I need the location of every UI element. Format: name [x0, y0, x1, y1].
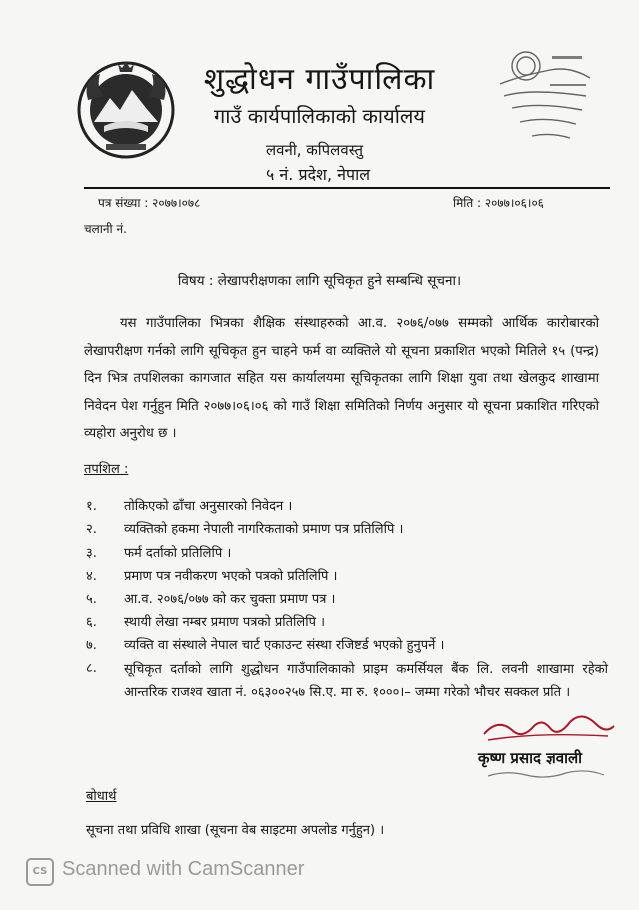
list-item: स्थायी लेखा नम्बर प्रमाण पत्रको प्रतिलिपि । — [124, 615, 326, 630]
office-name: शुद्धोधन गाउँपालिका — [203, 62, 436, 97]
header-divider — [84, 187, 610, 189]
list-item-number: ८. — [86, 661, 97, 676]
list-item: फर्म दर्ताको प्रतिलिपि । — [124, 546, 232, 561]
office-stamp-seal — [490, 44, 602, 156]
list-item-number: २. — [86, 522, 97, 537]
notice-subject: विषय : लेखापरीक्षणका लागि सूचिकृत हुने सम्बन्धि सूचना। — [177, 273, 462, 289]
list-item: तोकिएको ढाँचा अनुसारको निवेदन । — [124, 499, 293, 514]
cc-text: सूचना तथा प्रविधि शाखा (सूचना वेब साइटमा अपलोड गर्नुहुन) । — [86, 823, 385, 838]
list-item: प्रमाण पत्र नवीकरण भएको पत्रको प्रतिलिपि । — [124, 569, 338, 584]
list-item-number: ६. — [86, 615, 97, 630]
office-address: लवनी, कपिलवस्तु — [266, 141, 364, 159]
cc-heading: बोधार्थ — [86, 789, 117, 804]
signatory-name: कृष्ण प्रसाद ज्ञवाली — [478, 749, 583, 767]
list-item: आ.व. २०७६/०७७ को कर चुक्ता प्रमाण पत्र । — [124, 592, 336, 607]
list-item-number: १. — [86, 499, 97, 514]
office-province: ५ नं. प्रदेश, नेपाल — [266, 165, 371, 184]
office-subtitle: गाउँ कार्यपालिकाको कार्यालय — [213, 104, 426, 128]
list-item-number: ४. — [86, 569, 97, 584]
camscanner-icon: CS — [26, 858, 54, 886]
dispatch-number: चलानी नं. — [84, 222, 127, 236]
list-item: व्यक्तिको हकमा नेपाली नागरिकताको प्रमाण पत्र प्रतिलिपि । — [124, 522, 404, 537]
list-item-number: ७. — [86, 638, 97, 653]
handwritten-signature — [478, 712, 618, 748]
signatory-title-scribble — [486, 768, 606, 780]
details-heading: तपशिल : — [84, 462, 129, 477]
list-item: सूचिकृत दर्ताको लागि शुद्धोधन गाउँपालिकाको प्राइम कमर्सियल बैंक लि. लवनी शाखामा रहेको आन्तरिक राजश्व खाता नं. ०६३००२५७ सि.ए. मा रु. १०००।– जम्मा गरेको भौचर सक्कल प्रति । — [124, 662, 608, 700]
letter-number: पत्र संख्या : २०७७।०७८ — [98, 196, 201, 210]
list-item-number: ५. — [86, 592, 97, 607]
list-item: व्यक्ति वा संस्थाले नेपाल चार्ट एकाउन्ट संस्था रजिष्टर्ड भएको हुनुपर्ने । — [124, 638, 445, 653]
list-item-number: ३. — [86, 546, 97, 561]
camscanner-watermark: Scanned with CamScanner — [62, 858, 305, 880]
notice-body: यस गाउँपालिका भित्रका शैक्षिक संस्थाहरुको आ.व. २०७६/०७७ सम्मको आर्थिक कारोबारको लेखापरीक्षण गर्नको लागि सूचिकृत हुन चाहने फर्म वा व्यक्तिले यो सूचना प्रकाशित भएको मितिले १५ (पन्द्र) दिन भित्र तपशिलका कागजात सहित यस कार्यालयमा सूचिकृतका लागि शिक्षा युवा तथा खेलकुद शाखामा निवेदन पेश गर्नुहुन मिति २०७७।०६।०६ को गाउँ शिक्षा समितिको निर्णय अनुसार यो सूचना प्रकाशित गरिएको व्यहोरा अनुरोध छ । — [84, 316, 599, 442]
letter-date: मिति : २०७७।०६।०६ — [453, 196, 544, 210]
